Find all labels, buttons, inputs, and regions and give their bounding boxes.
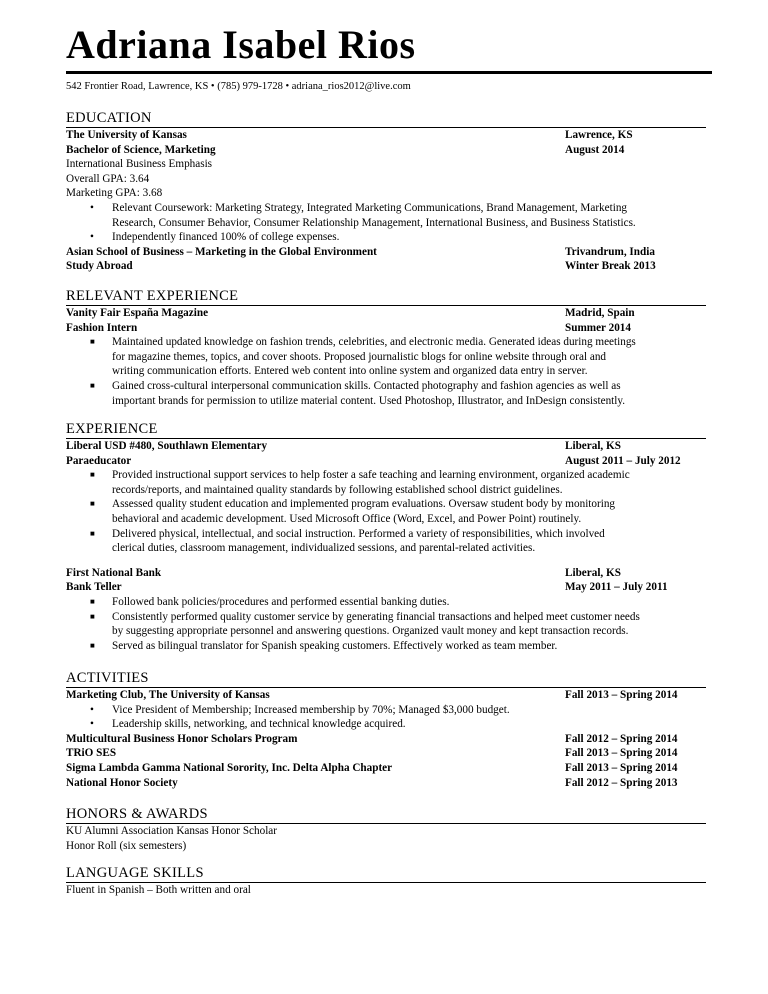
spacer <box>66 556 706 566</box>
bullet-line: for magazine themes, topics, and cover shoots. Proposed journalistic blogs for online website through oral and <box>112 350 607 363</box>
experience-section <box>66 421 706 653</box>
bullet-line: writing communication efforts. Entered web content into online system and organized data entry in server. <box>112 365 588 378</box>
bullet-line: Leadership skills, networking, and technical knowledge acquired. <box>112 718 406 731</box>
list-item <box>66 468 706 497</box>
bullet-disc-icon: • <box>90 201 94 214</box>
honor-item: Honor Roll (six semesters) <box>66 839 187 852</box>
bullet-disc-icon: • <box>90 231 94 244</box>
activity-name: National Honor Society <box>66 776 178 789</box>
activity-date: Fall 2013 – Spring 2014 <box>565 761 678 774</box>
bullet-line: behavioral and academic development. Used Microsoft Office (Word, Excel, and Power Point) routinely. <box>112 512 582 525</box>
activity-name: Multicultural Business Honor Scholars Program <box>66 732 298 745</box>
job-location: Liberal, KS <box>565 440 621 452</box>
abroad-date: Winter Break 2013 <box>565 260 656 273</box>
job-date: May 2011 – July 2011 <box>565 581 668 594</box>
contact-line: 542 Frontier Road, Lawrence, KS • (785) 979-1728 • adriana_rios2012@live.com <box>66 81 411 92</box>
bullet-line: Independently financed 100% of college expenses. <box>112 231 340 244</box>
job-role-row <box>66 321 706 336</box>
bullet-line: Served as bilingual translator for Spanish speaking customers. Effectively worked as team member. <box>112 639 558 652</box>
activity-date: Fall 2013 – Spring 2014 <box>565 689 678 701</box>
list-item <box>66 703 706 718</box>
school-location: Lawrence, KS <box>565 129 633 141</box>
job-org-row <box>66 439 706 454</box>
job-location: Madrid, Spain <box>565 307 635 319</box>
activity-row <box>66 776 706 791</box>
job-role-row <box>66 580 706 595</box>
activities-section <box>66 670 706 790</box>
education-heading: EDUCATION <box>66 110 152 126</box>
list-item <box>66 201 706 230</box>
language-section <box>66 865 706 898</box>
applicant-name: Adriana Isabel Rios <box>66 22 416 67</box>
language-heading: LANGUAGE SKILLS <box>66 865 204 881</box>
degree-name: Bachelor of Science, Marketing <box>66 143 216 156</box>
bullet-line: important brands for permission to utilize material content. Used Photoshop, Illustrator, and InDesign consistently. <box>112 394 626 407</box>
bullet-square-icon: ■ <box>90 337 95 347</box>
bullet-line: records/reports, and maintained quality standards by following established school district guidelines. <box>112 483 563 496</box>
activity-row <box>66 761 706 776</box>
honor-item: KU Alumni Association Kansas Honor Scholar <box>66 825 277 837</box>
bullet-line: Relevant Coursework: Marketing Strategy, Integrated Marketing Communications, Brand Management, Marketing <box>112 201 628 214</box>
job-date: Summer 2014 <box>565 321 631 334</box>
job-role: Fashion Intern <box>66 321 138 334</box>
activity-date: Fall 2012 – Spring 2013 <box>565 776 678 789</box>
bullet-line: Maintained updated knowledge on fashion trends, celebrities, and electronic media. Generated ideas during meetings <box>112 336 636 349</box>
list-item <box>66 717 706 732</box>
school-name: The University of Kansas <box>66 129 187 141</box>
activity-row <box>66 732 706 747</box>
list-item <box>66 335 706 379</box>
activity-name: Marketing Club, The University of Kansas <box>66 689 270 701</box>
emphasis: International Business Emphasis <box>66 158 213 171</box>
bullet-line: Assessed quality student education and implemented program evaluations. Oversaw student body by monitoring <box>112 498 616 511</box>
education-section <box>66 110 706 274</box>
activity-date: Fall 2012 – Spring 2014 <box>565 732 678 745</box>
header-rule <box>66 71 712 74</box>
study-abroad-title-row <box>66 259 706 274</box>
bullet-disc-icon: • <box>90 703 94 716</box>
bullet-square-icon: ■ <box>90 596 95 606</box>
bullet-line: clerical duties, classroom management, individualized sessions, and parental-related activities. <box>112 542 536 555</box>
relevant-experience-heading: RELEVANT EXPERIENCE <box>66 288 239 304</box>
list-item <box>66 639 706 654</box>
list-item <box>66 497 706 526</box>
honors-heading: HONORS & AWARDS <box>66 806 208 822</box>
list-item <box>66 230 706 245</box>
education-school-row <box>66 128 706 143</box>
job-role: Paraeducator <box>66 454 132 467</box>
bullet-line: Consistently performed quality customer service by generating financial transactions and helped meet customer needs <box>112 610 640 623</box>
abroad-school: Asian School of Business – Marketing in the Global Environment <box>66 245 377 258</box>
activity-name: Sigma Lambda Gamma National Sorority, Inc. Delta Alpha Chapter <box>66 761 393 774</box>
bullet-line: Research, Consumer Behavior, Consumer Relationship Management, International Business, and Business Statistics. <box>112 216 636 229</box>
bullet-line: Followed bank policies/procedures and performed essential banking duties. <box>112 595 450 608</box>
list-item <box>66 379 706 408</box>
bullet-line: Provided instructional support services to help foster a safe teaching and learning environment, organized academic <box>112 469 630 482</box>
marketing-gpa: Marketing GPA: 3.68 <box>66 187 163 200</box>
job-org: Liberal USD #480, Southlawn Elementary <box>66 440 268 452</box>
list-item <box>66 610 706 639</box>
activity-date: Fall 2013 – Spring 2014 <box>565 747 678 760</box>
bullet-square-icon: ■ <box>90 528 95 538</box>
bullet-disc-icon: • <box>90 718 94 731</box>
bullet-square-icon: ■ <box>90 640 95 650</box>
list-item <box>66 595 706 610</box>
abroad-title: Study Abroad <box>66 260 133 273</box>
activity-name: TRiO SES <box>66 747 117 760</box>
activities-heading: ACTIVITIES <box>66 670 149 686</box>
bullet-square-icon: ■ <box>90 611 95 621</box>
bullet-line: by suggesting appropriate personnel and answering questions. Organized vault money and kept transaction records. <box>112 625 629 638</box>
bullet-square-icon: ■ <box>90 499 95 509</box>
bullet-line: Delivered physical, intellectual, and social instruction. Performed a variety of responsibilities, which involved <box>112 527 605 540</box>
list-item <box>66 527 706 556</box>
education-degree-row <box>66 143 706 158</box>
job-org: First National Bank <box>66 566 162 579</box>
language-item: Fluent in Spanish – Both written and oral <box>66 884 251 896</box>
abroad-location: Trivandrum, India <box>565 245 655 258</box>
job-role: Bank Teller <box>66 581 122 594</box>
honors-section <box>66 806 706 853</box>
bullet-line: Gained cross-cultural interpersonal communication skills. Contacted photography and fashion agencies as well as <box>112 379 621 392</box>
experience-heading: EXPERIENCE <box>66 421 158 437</box>
job-org-row <box>66 566 706 581</box>
activity-row <box>66 746 706 761</box>
relevant-experience-section <box>66 288 706 408</box>
bullet-square-icon: ■ <box>90 380 95 390</box>
overall-gpa: Overall GPA: 3.64 <box>66 172 150 185</box>
degree-date: August 2014 <box>565 143 625 156</box>
job-date: August 2011 – July 2012 <box>565 454 681 467</box>
job-location: Liberal, KS <box>565 566 621 579</box>
job-org-row <box>66 306 706 321</box>
job-org: Vanity Fair España Magazine <box>66 307 209 319</box>
activity-row <box>66 688 706 703</box>
bullet-square-icon: ■ <box>90 470 95 480</box>
study-abroad-row <box>66 245 706 260</box>
bullet-line: Vice President of Membership; Increased membership by 70%; Managed $3,000 budget. <box>112 703 510 716</box>
job-role-row <box>66 454 706 469</box>
